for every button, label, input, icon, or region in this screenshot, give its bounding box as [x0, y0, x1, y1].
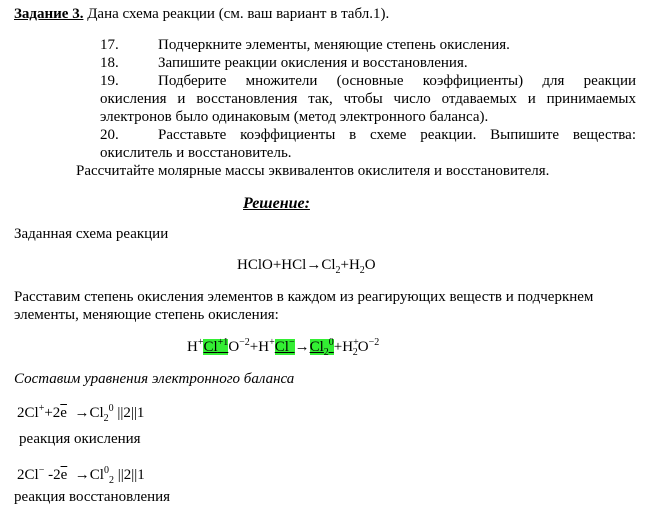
- item-number: 17.: [100, 37, 119, 53]
- molar-mass-task: Рассчитайте молярные массы эквивалентов окислителя и восстановителя.: [76, 163, 550, 179]
- task-heading: [14, 6, 389, 23]
- equation-reduction-label: реакция восстановления: [14, 489, 171, 505]
- reaction-scheme: $HClO+HCl\to Cl_2+H_2O$: [237, 257, 376, 276]
- balance-heading: Составим уравнения электронного баланса: [14, 371, 295, 387]
- oxidation-text-line: Расставим степень окисления элементов в каждом из реагирующих веществ и подчеркнем: [14, 289, 594, 305]
- item-text: Запишите реакции окисления и восстановления.: [158, 55, 468, 71]
- changing-element-highlight: Cl−: [274, 337, 295, 355]
- item-text: Расставьте коэффициенты в схеме реакции. Выпишите вещества:: [158, 127, 636, 143]
- arrow-icon: →: [294, 339, 310, 355]
- item-text: Подчеркните элементы, меняющие степень окисления.: [158, 37, 510, 53]
- item-text: Подберите множители (основные коэффициенты) для реакции: [158, 73, 636, 89]
- changing-element-highlight: $Cl_2^0$: [309, 337, 334, 358]
- equation-oxidation-label: реакция окисления: [19, 431, 141, 447]
- changing-element-highlight: $Cl^{+1}$: [203, 337, 229, 355]
- item-text: окислитель и восстановитель.: [100, 145, 292, 161]
- arrow-icon: →: [74, 467, 90, 483]
- equation-reduction: 2Cl− $-2\overline{e} \to Cl^0_2$ ||2||1: [17, 465, 145, 486]
- item-number: 20.: [100, 127, 119, 143]
- item-text: электронов было одинаковым (метод электронного баланса).: [100, 109, 489, 125]
- item-number: 19.: [100, 73, 119, 89]
- equation-oxidation: $2Cl^++2\overline{e} \to Cl_2^0$ ||2||1: [17, 403, 145, 424]
- arrow-icon: →: [74, 405, 90, 421]
- task-intro: Дана схема реакции (см. ваш вариант в табл.1).: [83, 6, 390, 22]
- arrow-icon: →: [306, 257, 322, 273]
- oxidation-text-line: элементы, меняющие степень окисления:: [14, 307, 279, 323]
- scheme-intro: Заданная схема реакции: [14, 226, 169, 242]
- solution-heading: Решение:: [243, 195, 310, 212]
- item-text: окисления и восстановления так, чтобы число отдаваемых и принимаемых: [100, 91, 636, 107]
- item-number: 18.: [100, 55, 119, 71]
- oxidation-formula: $H^+Cl^{+1}O^{-2}+H^+Cl^-\to Cl_2^0+H^+_2O^{-2}$: [187, 337, 380, 358]
- task-label: Задание 3.: [14, 6, 84, 22]
